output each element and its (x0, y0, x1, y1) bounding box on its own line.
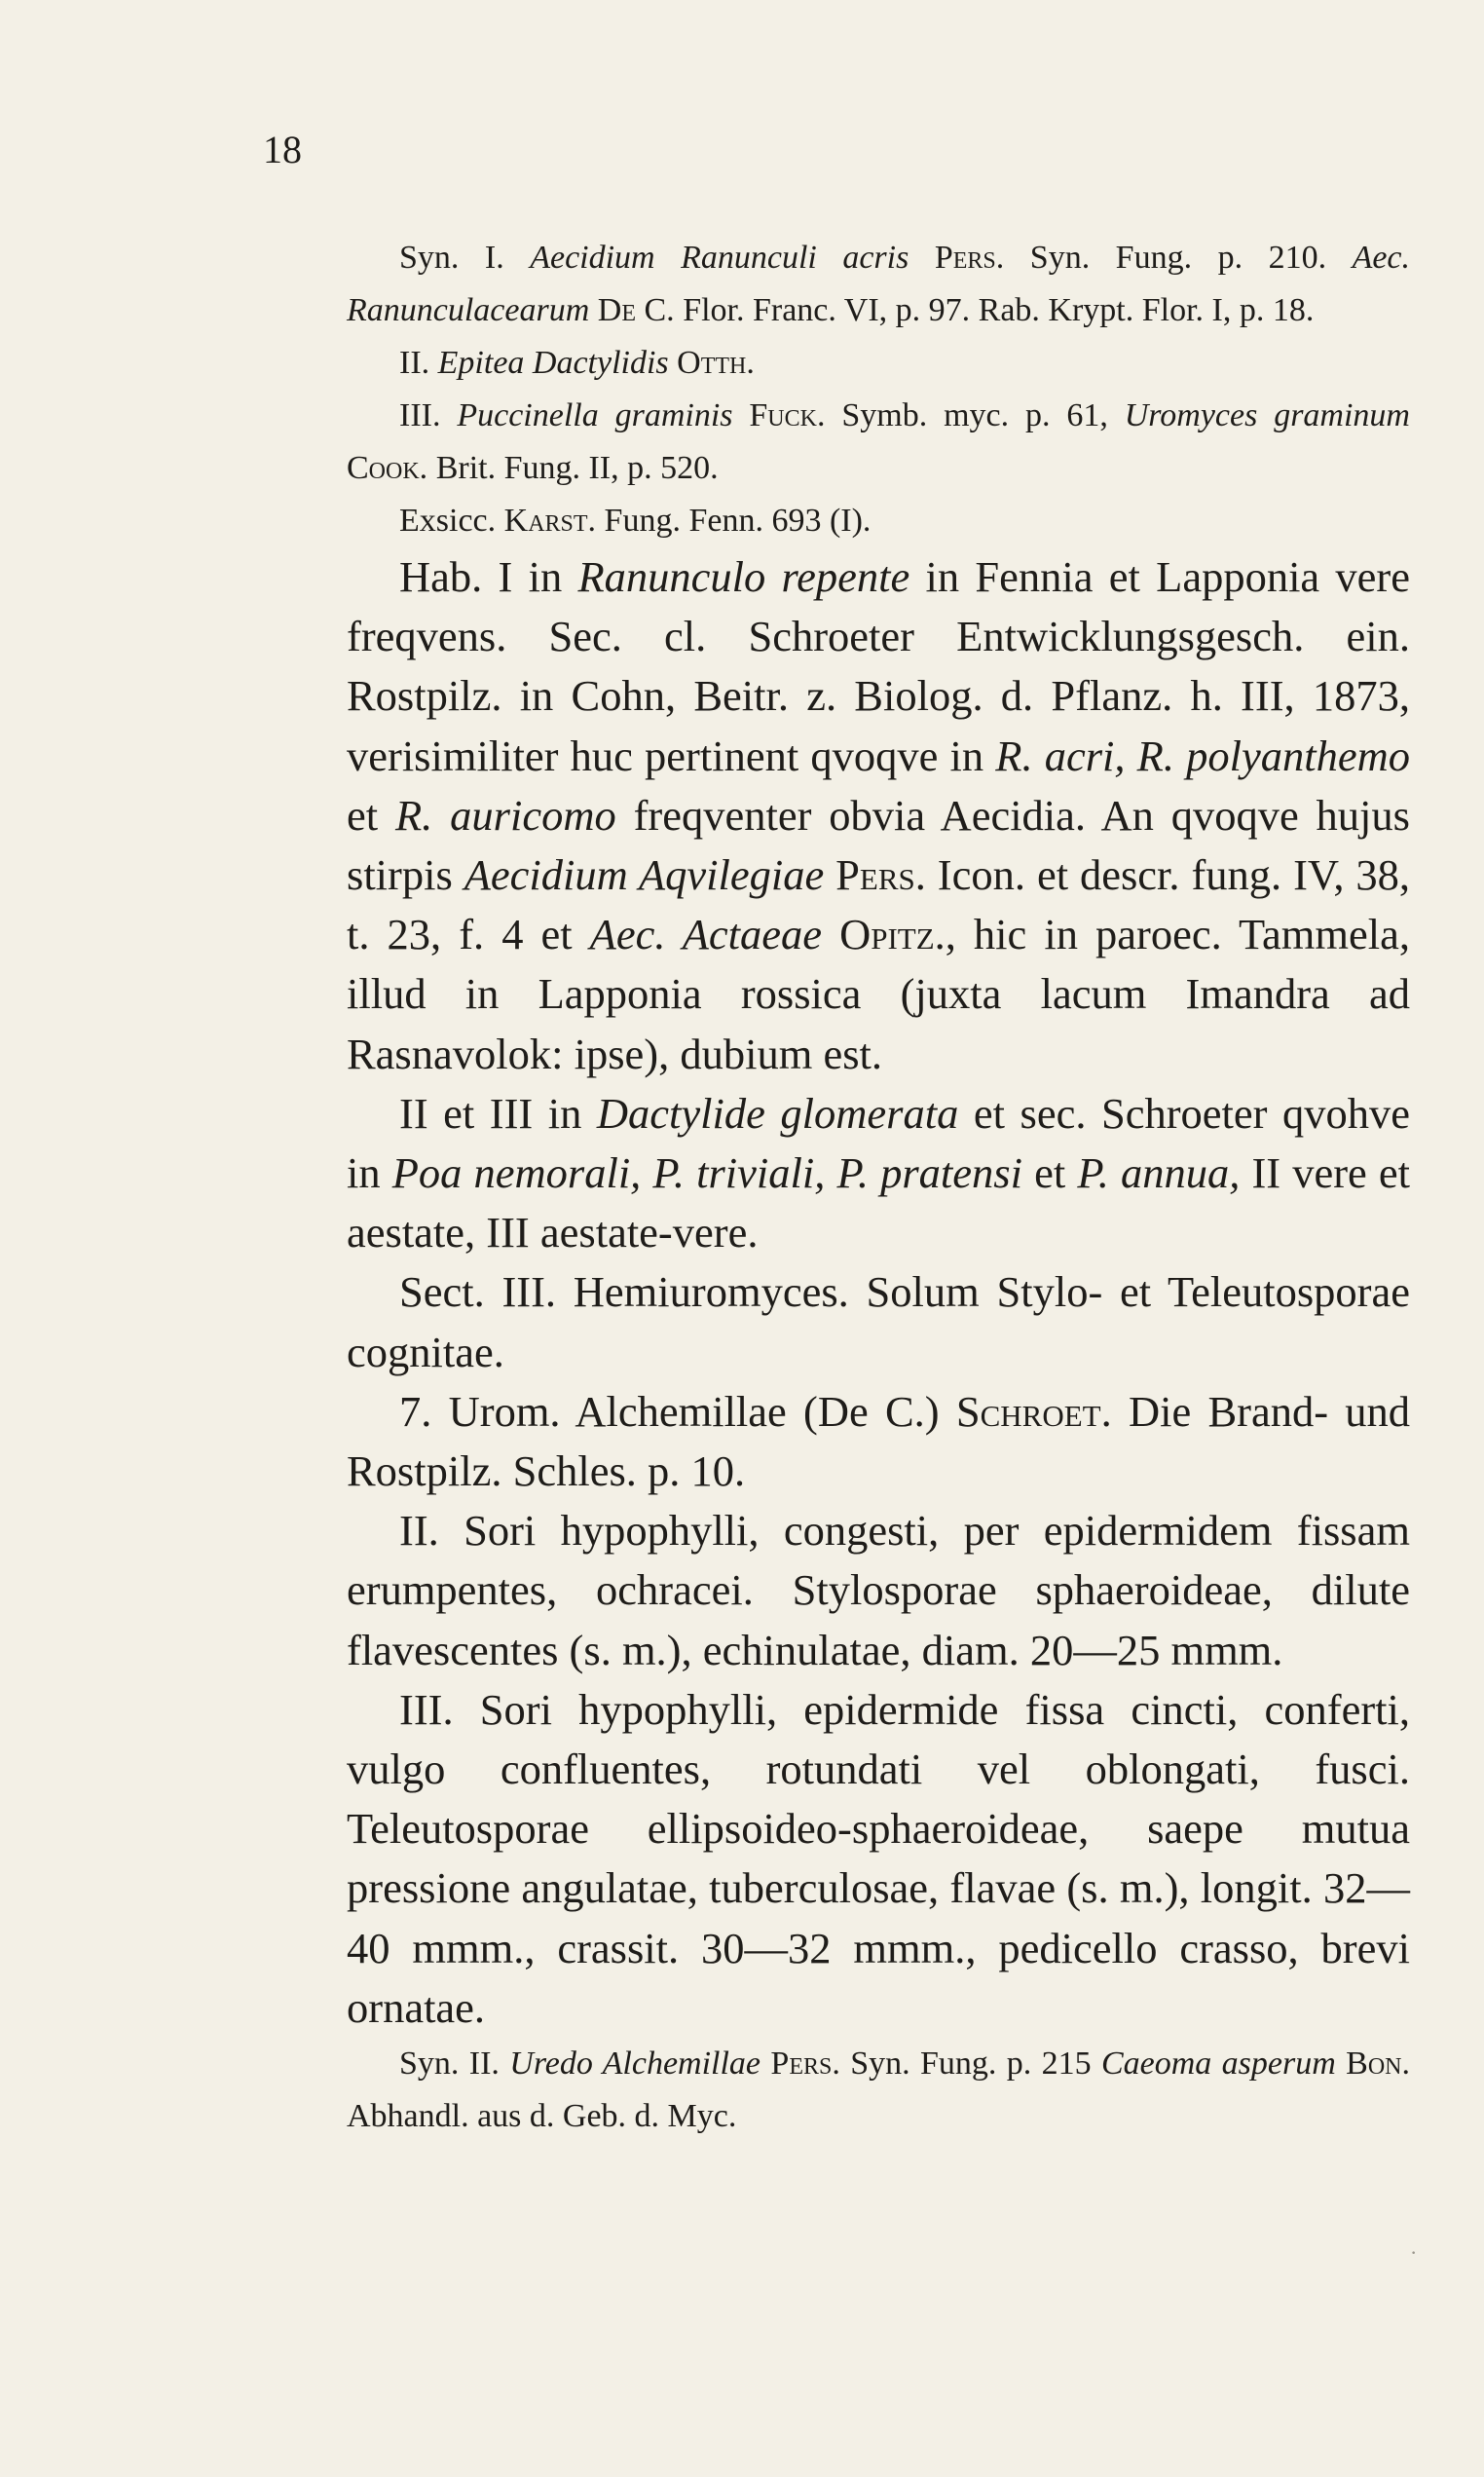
author-abbrev: Schroet. (955, 1386, 1112, 1436)
italic-run: R. auricomo (394, 790, 616, 840)
text-run: Flor. Franc. VI, p. 97. Rab. Krypt. Flor. I, p. 18. (674, 292, 1315, 328)
italic-run: P. annua, (1077, 1148, 1241, 1198)
text-run: Syn. Fung. p. 210. (1004, 240, 1353, 276)
paragraph (347, 1501, 1410, 1680)
paragraph (347, 337, 1410, 390)
author-abbrev: Cook. (347, 450, 428, 486)
paragraph (347, 547, 1410, 1084)
text-run: et (1021, 1148, 1078, 1198)
text-run: Symb. myc. p. 61, (825, 397, 1125, 433)
author-abbrev: Pers. (835, 850, 926, 900)
text-run (761, 2045, 770, 2082)
italic-run: R. acri, R. polyanthemo (995, 731, 1410, 780)
text-run: Syn. II. (399, 2045, 510, 2083)
text-run: et (347, 790, 395, 840)
italic-run: Uromyces graminum (1124, 397, 1410, 433)
author-abbrev: Pers. (770, 2045, 840, 2083)
italic-run: Uredo Alchemillae (509, 2045, 761, 2083)
text-run: , hic in paroec. Tammela, illud in Lapponia rossica (juxta lacum Imandra ad Rasnavolok: ipse), dubium est. (347, 910, 1410, 1078)
text-run: II. (399, 345, 438, 381)
text-run (824, 850, 835, 899)
scan-speck: · (1410, 2240, 1418, 2265)
paragraph (347, 1084, 1410, 1263)
italic-run: Aecidium Aqvilegiae (464, 850, 825, 900)
text-run: et sec. Schroeter qvohve in (347, 1088, 1410, 1198)
author-abbrev: De C. (597, 292, 675, 328)
text-run: Syn. Fung. p. 215 (839, 2045, 1101, 2083)
italic-run: Poa nemorali, P. triviali, P. pratensi (391, 1148, 1022, 1198)
italic-run: Aec. Ranunculacearum (347, 240, 1411, 328)
italic-run: Puccinella graminis (457, 397, 733, 433)
text-run (909, 240, 935, 276)
italic-run: Ranunculo repente (577, 552, 910, 601)
author-abbrev: Otth. (677, 345, 755, 381)
text-run: Sect. III. Hemiuromyces. Solum Stylo- et Teleutosporae cognitae. (347, 1267, 1410, 1376)
text-run: II vere et aestate, III aestate-vere. (347, 1148, 1410, 1257)
paragraph (347, 1680, 1410, 2038)
page-number: 18 (263, 128, 302, 171)
paragraph (347, 232, 1410, 337)
text-run: 7. Urom. Alchemillae (De C.) (399, 1386, 956, 1436)
author-abbrev: Opitz. (839, 910, 946, 959)
text-run: Die Brand- und Rostpilz. Schles. p. 10. (347, 1386, 1410, 1496)
text-run: Exsicc. (399, 503, 504, 539)
text-run (669, 345, 678, 381)
text-run: freqventer obvia Aecidia. An qvoqve hujus stirpis (347, 790, 1410, 900)
paragraph (347, 495, 1410, 547)
paragraph (347, 1262, 1410, 1381)
author-abbrev: Karst. (503, 503, 597, 539)
italic-run: Dactylide glomerata (596, 1088, 959, 1138)
italic-run: Epitea Dactylidis (437, 345, 669, 381)
paragraph (347, 390, 1410, 495)
text-run: II. Sori hypophylli, congesti, per epidermidem fissam erumpentes, ochracei. Stylosporae sphaeroideae, dilute flavescentes (s. m.), echinulatae, diam. 20—25 mmm. (347, 1506, 1410, 1674)
italic-run: Aec. Actaeae (589, 910, 823, 959)
author-abbrev: Pers. (934, 240, 1005, 276)
text-run: III. (399, 397, 458, 433)
text-run: Brit. Fung. II, p. 520. (427, 450, 719, 486)
author-abbrev: Bon. (1346, 2045, 1410, 2083)
text-run: Syn. I. (399, 240, 531, 276)
text-run (1336, 2045, 1346, 2082)
italic-run: Caeoma asperum (1100, 2045, 1336, 2083)
text-run: III. Sori hypophylli, epidermide fissa cincti, conferti, vulgo confluentes, rotundati vel oblongati, fusci. Teleutosporae ellipsoideo-sphaeroideae, saepe mutua pressione angulatae, tuberculosae, flavae (s. m.), longit. 32—40 mmm., crassit. 30—32 mmm., pedicello crasso, brevi ornatae. (347, 1684, 1410, 2032)
text-run: in Fennia et Lapponia vere freqvens. Sec. cl. Schroeter Entwicklungsgesch. ein. Rostpilz. in Cohn, Beitr. z. Biolog. d. Pflanz. h. III, 1873, verisimiliter huc pertinent qvoqve in (347, 552, 1411, 780)
paragraph (347, 2038, 1410, 2143)
author-abbrev: Fuck. (749, 397, 826, 433)
text-run: Fung. Fenn. 693 (I). (596, 503, 872, 539)
text-run: Icon. et descr. fung. IV, 38, t. 23, f. 4 et (347, 850, 1411, 959)
text-body (347, 232, 1410, 2143)
text-run: Abhandl. aus d. Geb. d. Myc. (347, 2098, 737, 2135)
text-run (822, 910, 839, 958)
text-run: Hab. I in (399, 552, 578, 601)
paragraph (347, 1382, 1410, 1501)
italic-run: Aecidium Ranunculi acris (530, 240, 909, 276)
text-run: II et III in (399, 1088, 597, 1138)
text-run (589, 292, 598, 328)
text-run (733, 397, 750, 433)
